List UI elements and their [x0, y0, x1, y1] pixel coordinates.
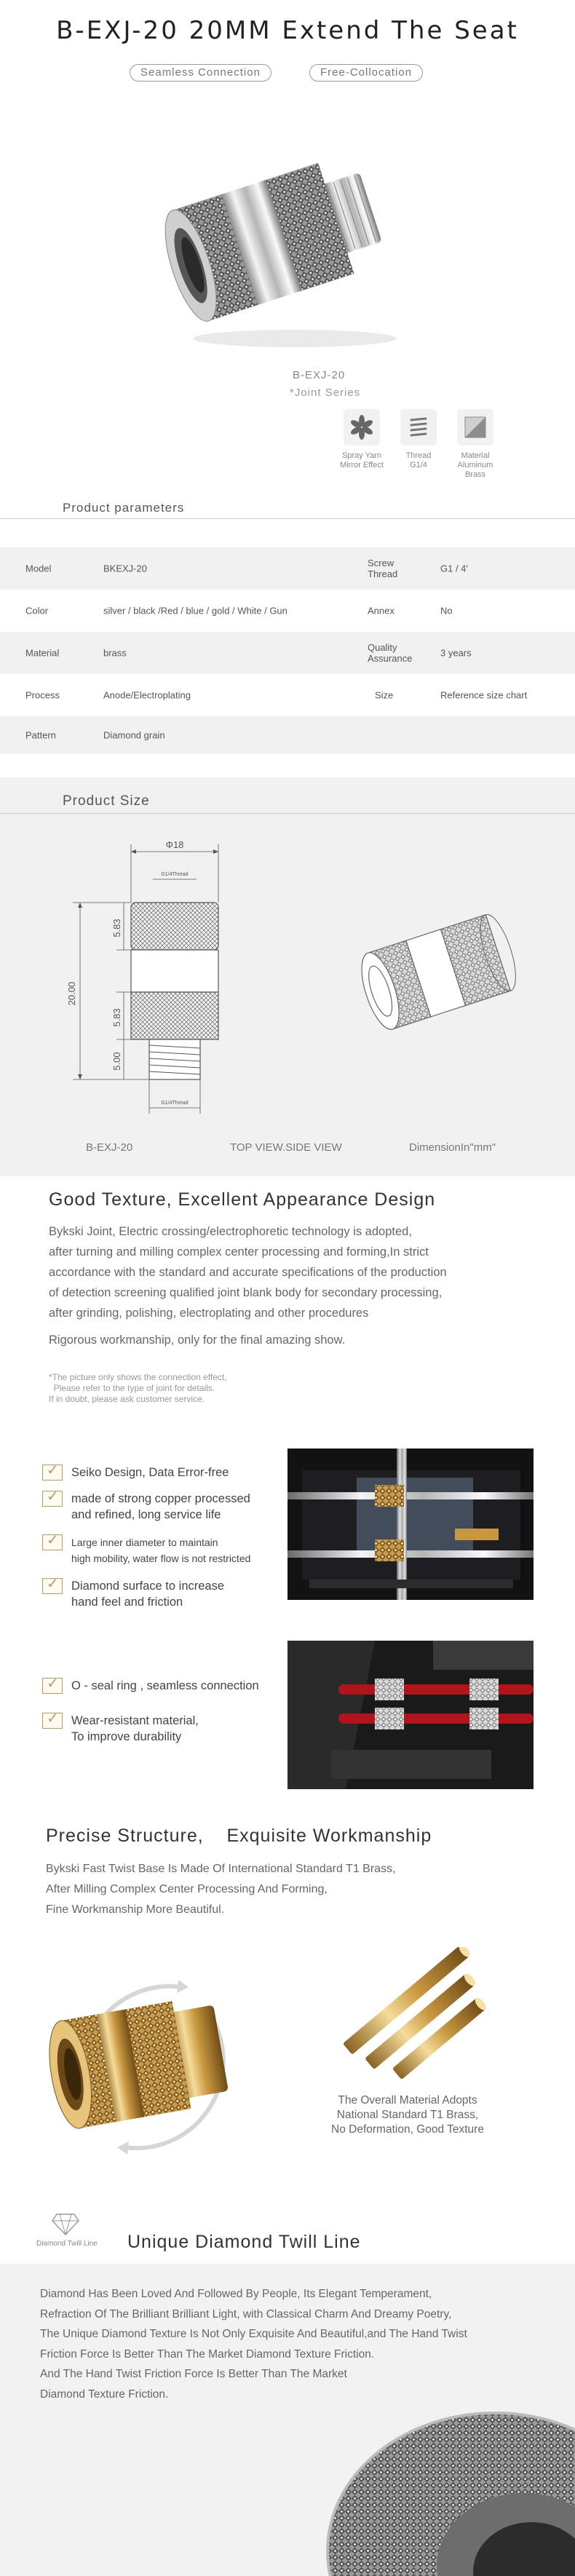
- divider: [0, 518, 575, 519]
- param-value: brass: [103, 647, 127, 659]
- param-key: Annex: [368, 605, 394, 617]
- texture-line: accordance with the standard and accurate specifications of the production: [49, 1266, 447, 1279]
- divider: [0, 813, 575, 814]
- bullet-text: high mobility, water flow is not restricted: [71, 1553, 251, 1564]
- diamond-line: Refraction Of The Brilliant Brilliant Light, with Classical Charm And Dreamy Poetry,: [40, 2307, 452, 2321]
- dim-knurl-bottom: 5.83: [111, 1008, 122, 1027]
- series-label: *Joint Series: [290, 387, 361, 399]
- caption-unit: DimensionIn"mm": [409, 1141, 496, 1154]
- note-line: If in doubt, please ask customer service.: [49, 1394, 205, 1404]
- caption-model: B-EXJ-20: [86, 1141, 133, 1154]
- param-value: silver / black /Red / blue / gold / White / Gun: [103, 605, 288, 617]
- param-key: Pattern: [25, 729, 56, 741]
- material-icon: [462, 414, 488, 440]
- table-row: [0, 632, 575, 674]
- param-key: Material: [25, 647, 60, 659]
- bullet-text: To improve durability: [71, 1730, 182, 1743]
- param-value: 3 years: [440, 647, 472, 659]
- param-value: Anode/Electroplating: [103, 689, 191, 701]
- dim-thread-bottom: G1/4Thread: [161, 1101, 189, 1106]
- feature-thread: [397, 409, 440, 470]
- dim-thread-len: 5.00: [111, 1052, 122, 1071]
- diamond-closeup-image: [306, 2384, 575, 2576]
- product-hero-image: [156, 116, 426, 357]
- bullet-text: made of strong copper processed: [71, 1492, 250, 1505]
- dim-width: Φ18: [165, 839, 184, 850]
- diamond-line: And The Hand Twist Friction Force Is Better Than The Market: [40, 2368, 347, 2380]
- brass-fitting-image: [29, 1951, 277, 2169]
- bullet-text: O - seal ring , seamless connection: [71, 1679, 259, 1692]
- diamond-line: Friction Force Is Better Than The Market Diamond Texture Friction.: [40, 2347, 375, 2361]
- texture-line: Bykski Joint, Electric crossing/electrophoretic technology is adopted,: [49, 1225, 412, 1238]
- diamond-line: Diamond Has Been Loved And Followed By People, Its Elegant Temperament,: [40, 2288, 432, 2300]
- product-side-view: [349, 903, 531, 1048]
- note-line: *The picture only shows the connection effect,: [49, 1372, 227, 1382]
- feature-label: Thread G1/4: [405, 451, 432, 469]
- param-key: Color: [25, 605, 49, 617]
- structure-line: Fine Workmanship More Beautiful.: [46, 1903, 225, 1916]
- table-row: [0, 674, 575, 716]
- bullet-text: Large inner diameter to maintain: [71, 1537, 218, 1548]
- check-icon: [42, 1491, 63, 1507]
- param-key: Process: [25, 689, 60, 701]
- size-heading: Product Size: [63, 793, 150, 809]
- structure-line: Bykski Fast Twist Base Is Made Of International Standard T1 Brass,: [46, 1863, 396, 1875]
- texture-tagline: Rigorous workmanship, only for the final amazing show.: [49, 1333, 346, 1347]
- texture-heading: Good Texture, Excellent Appearance Design: [49, 1189, 436, 1210]
- param-key: Size: [375, 689, 394, 701]
- table-row: [0, 716, 575, 754]
- param-value: BKEXJ-20: [103, 563, 147, 574]
- table-row: [0, 547, 575, 590]
- bullet-text: hand feel and friction: [71, 1596, 183, 1609]
- dim-knurl-top: 5.83: [111, 919, 122, 938]
- dim-total: 20.00: [66, 981, 77, 1006]
- caption-line: No Deformation, Good Texture: [331, 2123, 484, 2136]
- bullet-text: Wear-resistant material,: [71, 1714, 199, 1727]
- dim-thread-top: G1/4Thread: [161, 872, 189, 877]
- caption-line: The Overall Material Adopts: [338, 2094, 477, 2107]
- param-key: Model: [25, 563, 52, 574]
- feature-label: Spray Yarn Mirror Effect: [340, 451, 384, 469]
- bullet-text: Diamond surface to increase: [71, 1580, 225, 1593]
- tag-free-collocation: Free-Collocation: [309, 64, 423, 82]
- texture-line: of detection screening qualified joint blank body for secondary processing,: [49, 1286, 443, 1299]
- param-value: No: [440, 605, 453, 617]
- diamond-line: Diamond Texture Friction.: [40, 2387, 169, 2401]
- installation-photo-2: [288, 1641, 534, 1789]
- param-value: Reference size chart: [440, 689, 528, 701]
- model-label: B-EXJ-20: [293, 369, 346, 381]
- check-icon: [42, 1678, 63, 1694]
- dimension-drawing: [51, 830, 291, 1136]
- texture-line: after grinding, polishing, electroplating and other procedures: [49, 1307, 369, 1320]
- flower-icon: [349, 414, 375, 440]
- bullet-text: Seiko Design, Data Error-free: [71, 1466, 229, 1479]
- structure-heading: Precise Structure, Exquisite Workmanship: [46, 1826, 432, 1846]
- diamond-logo-label: Diamond Twill Line: [36, 2240, 98, 2248]
- check-icon: [42, 1578, 63, 1594]
- check-icon: [42, 1713, 63, 1729]
- texture-line: after turning and milling complex center processing and forming,In strict: [49, 1245, 429, 1259]
- tag-seamless: Seamless Connection: [130, 64, 271, 82]
- texture-notes: [49, 1372, 227, 1405]
- params-heading: Product parameters: [63, 501, 185, 515]
- check-icon: [42, 1534, 63, 1550]
- feature-material: [453, 409, 497, 480]
- diamond-icon: [51, 2211, 80, 2236]
- diamond-heading: Unique Diamond Twill Line: [127, 2232, 361, 2252]
- param-value: G1 / 4': [440, 563, 468, 574]
- feature-spray: [340, 409, 384, 470]
- param-value: Diamond grain: [103, 729, 165, 741]
- caption-line: National Standard T1 Brass,: [336, 2109, 479, 2121]
- check-icon: [42, 1465, 63, 1481]
- param-key: Screw Thread: [368, 558, 398, 579]
- thread-icon: [405, 414, 432, 440]
- caption-view: TOP VIEW.SIDE VIEW: [230, 1141, 342, 1154]
- param-key: Quality Assurance: [368, 642, 413, 664]
- installation-photo-1: [288, 1448, 534, 1600]
- brass-caption: [288, 2093, 528, 2137]
- brass-rods-image: [320, 1947, 509, 2085]
- page-title: B-EXJ-20 20MM Extend The Seat: [56, 16, 519, 45]
- diamond-line: The Unique Diamond Texture Is Not Only Exquisite And Beautiful,and The Hand Twist: [40, 2328, 467, 2340]
- structure-line: After Milling Complex Center Processing And Forming,: [46, 1883, 328, 1895]
- note-line: Please refer to the type of joint for details.: [49, 1383, 215, 1393]
- table-row: [0, 590, 575, 632]
- feature-label: Material Aluminum Brass: [457, 451, 493, 479]
- structure-body: [46, 1859, 555, 1920]
- texture-body: [49, 1221, 558, 1323]
- bullet-text: and refined, long service life: [71, 1508, 221, 1521]
